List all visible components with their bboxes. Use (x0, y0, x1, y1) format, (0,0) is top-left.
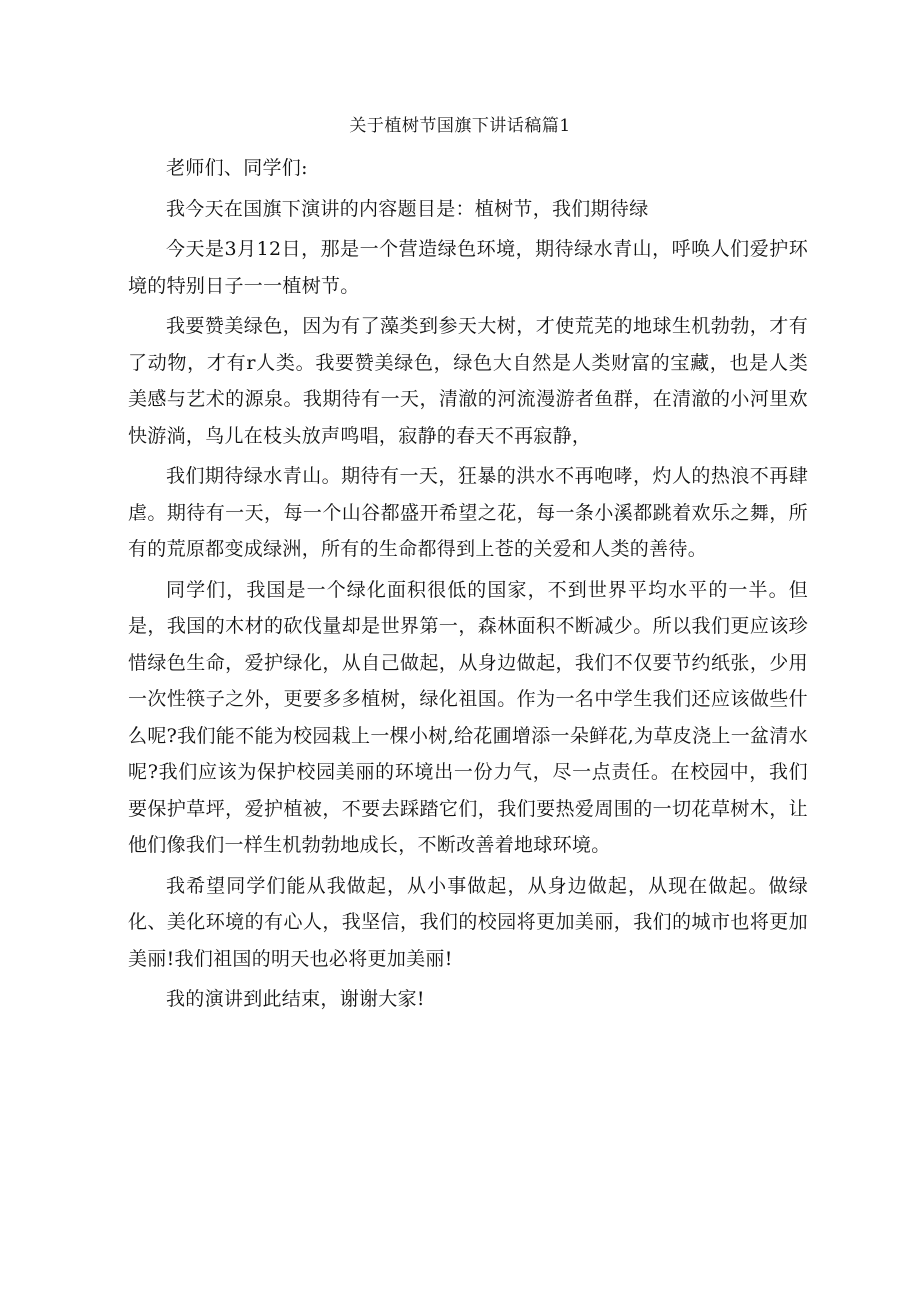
paragraph-greeting: 老师们、同学们: (166, 157, 308, 179)
paragraph-topic: 我今天在国旗下演讲的内容题目是：植树节，我们期待绿 (166, 197, 649, 220)
document-title: 关于植树节国旗下讲话稿篇1 (349, 116, 571, 136)
paragraph-start-from-me: 我希望同学们能从我做起，从小事做起，从身边做起，从现在做起。做绿化、美化环境的有心人，我坚信，我们的校园将更加美丽，我们的城市也将更加美丽!我们祖国的明天也必将更加美丽! (128, 874, 808, 970)
document-body (128, 150, 808, 1022)
paragraph-closing: 我的演讲到此结束，谢谢大家! (166, 988, 425, 1010)
paragraph-hope: 我们期待绿水青山。期待有一天，狂暴的洪水不再咆哮，灼人的热浪不再肆虐。期待有一天，每一个山谷都盛开希望之花，每一条小溪都跳着欢乐之舞，所有的荒原都变成绿洲，所有的生命都得到上苍的关爱和人类的善待。 (128, 465, 808, 560)
paragraph-date: 今天是3月12日，那是一个营造绿色环境，期待绿水青山，呼唤人们爱护环境的特别日子一一植树节。 (128, 238, 808, 297)
paragraph-praise-green: 我要赞美绿色，因为有了藻类到参天大树，才使荒芜的地球生机勃勃，才有了动物，才有r人类。我要赞美绿色，绿色大自然是人类财富的宝藏，也是人类美感与艺术的源泉。我期待有一天，清澈的河流漫游者鱼群，在清澈的小河里欢快游淌，鸟儿在枝头放声鸣唱，寂静的春天不再寂静， (128, 315, 808, 447)
paragraph-call-to-action: 同学们，我国是一个绿化面积很低的国家，不到世界平均水平的一半。但是，我国的木材的砍伐量却是世界第一，森林面积不断减少。所以我们更应该珍惜绿色生命，爱护绿化，从自己做起，从身边做起，我们不仅要节约纸张，少用一次性筷子之外，更要多多植树，绿化祖国。作为一名中学生我们还应该做些什么呢?我们能不能为校园栽上一棵小树,给花圃增添一朵鲜花,为草皮浇上一盆清水呢?我们应该为保护校园美丽的环境出一份力气，尽一点责任。在校园中，我们要保护草坪，爱护植被，不要去踩踏它们，我们要热爱周围的一切花草树木，让他们像我们一样生机勃勃地成长，不断改善着地球环境。 (128, 578, 808, 856)
